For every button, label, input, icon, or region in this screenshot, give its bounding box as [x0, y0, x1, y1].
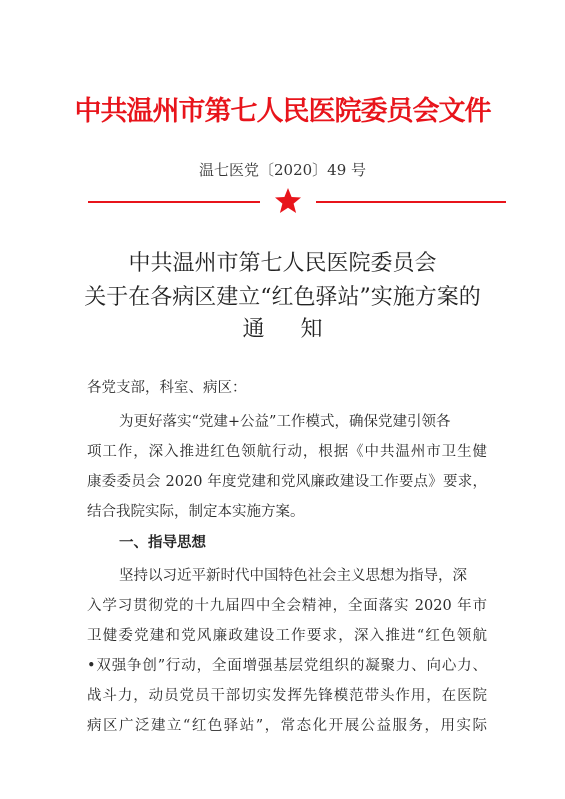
intro-paragraph-line: 为更好落实“党建+公益”工作模式，确保党建引领各	[119, 414, 451, 430]
section-paragraph-line: 病区广泛建立“红色驿站”，常态化开展公益服务，用实际	[87, 718, 487, 734]
notice-title-line-2: 关于在各病区建立“红色驿站”实施方案的	[84, 285, 481, 310]
notice-title-line-3	[0, 315, 565, 345]
notice-title-line-1: 中共温州市第七人民医院委员会	[128, 251, 437, 276]
intro-paragraph-line: 项工作，深入推进红色领航行动，根据《中共温州市卫生健	[87, 444, 487, 460]
intro-paragraph-line: 结合我院实际，制定本实施方案。	[87, 504, 305, 520]
section-paragraph-line: 卫健委党建和党风廉政建设工作要求，深入推进“红色领航	[87, 628, 487, 644]
document-header-title: 中共温州市第七人民医院委员会文件	[74, 96, 491, 127]
document-number: 温七医党〔2020〕49 号	[198, 161, 367, 179]
star-icon	[273, 186, 303, 216]
intro-paragraph-line: 康委委员会 2020 年度党建和党风廉政建设工作要点》要求，	[87, 474, 487, 490]
section-paragraph-line: 战斗力，动员党员干部切实发挥先锋模范带头作用，在医院	[87, 688, 487, 704]
star-shape	[275, 188, 301, 213]
section-paragraph-line: •双强争创”行动，全面增强基层党组织的凝聚力、向心力、	[87, 658, 487, 674]
red-divider-right	[316, 201, 506, 203]
notice-title-char-b: 知	[300, 317, 323, 342]
section-paragraph-line: 坚持以习近平新时代中国特色社会主义思想为指导，深	[119, 568, 467, 584]
red-divider-left	[88, 201, 260, 203]
salutation: 各党支部，科室、病区：	[87, 380, 247, 396]
notice-title-char-a: 通	[242, 317, 265, 342]
section-paragraph-line: 入学习贯彻党的十九届四中全会精神，全面落实 2020 年市	[87, 598, 487, 614]
section-heading: 一、指导思想	[119, 535, 206, 551]
